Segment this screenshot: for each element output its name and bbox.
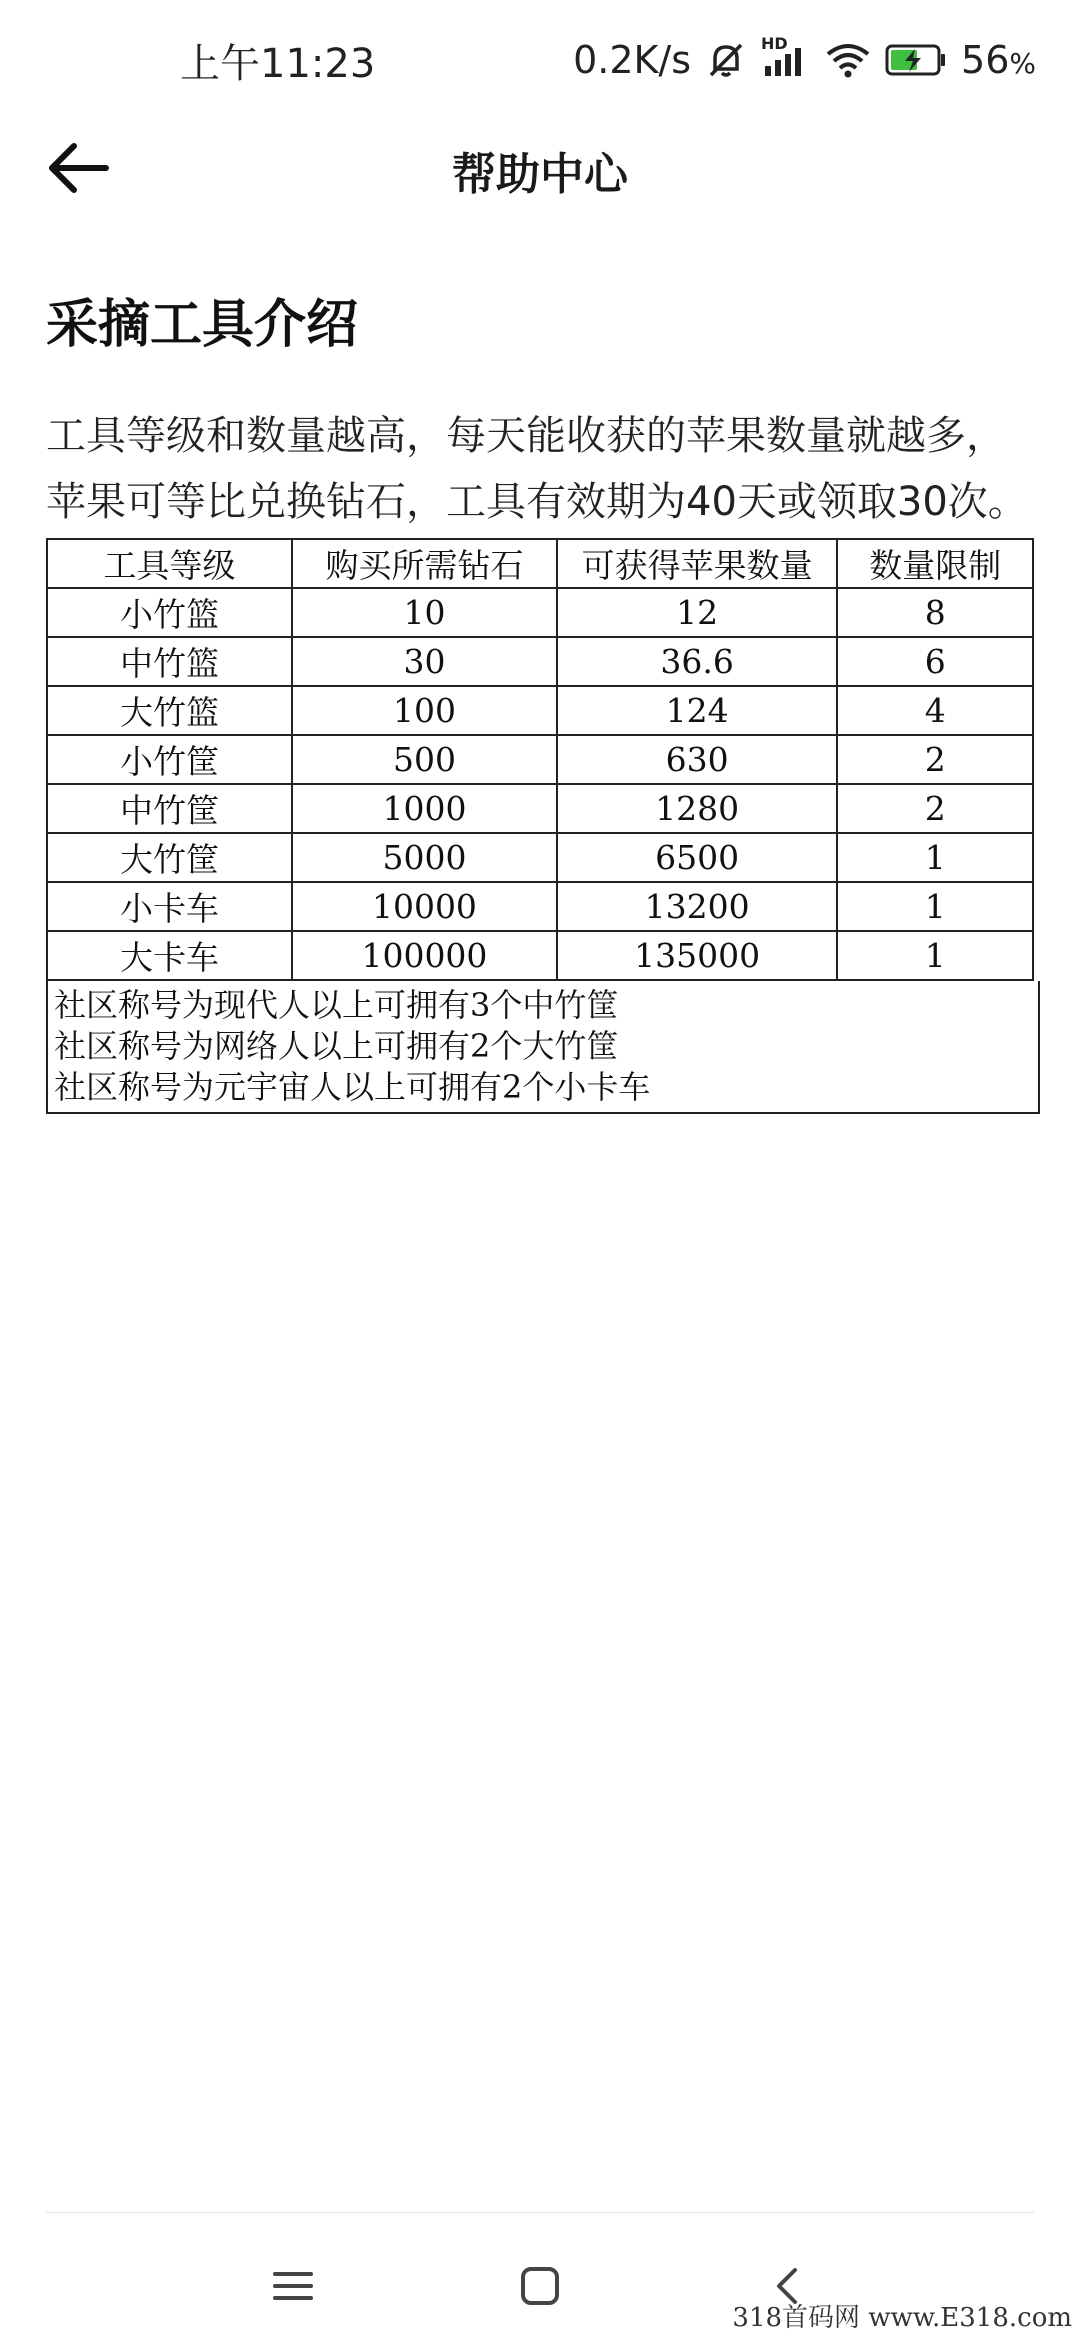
table-row	[47, 588, 1033, 637]
wifi-icon	[825, 40, 871, 80]
nav-home-button[interactable]	[500, 2248, 580, 2328]
table-row	[47, 931, 1033, 980]
description-line-2: 苹果可等比兑换钻石，工具有效期为40天或领取30次。	[46, 479, 1028, 525]
table-row	[47, 882, 1033, 931]
table-cell: 1	[837, 833, 1033, 882]
signal-icon	[761, 34, 811, 80]
table-cell: 13200	[557, 882, 838, 931]
table-cell: 6500	[557, 833, 838, 882]
network-speed: 0.2K/s	[573, 38, 692, 82]
tool-table	[46, 538, 1034, 1114]
table-row	[47, 784, 1033, 833]
table-cell: 6	[837, 637, 1033, 686]
table-header-cell: 数量限制	[837, 539, 1033, 588]
status-bar	[0, 0, 1080, 120]
table-cell: 100	[292, 686, 557, 735]
table-header-row	[47, 539, 1033, 588]
table-cell: 1280	[557, 784, 838, 833]
table-cell: 2	[837, 735, 1033, 784]
table-cell: 30	[292, 637, 557, 686]
nav-divider	[46, 2212, 1034, 2213]
description-line-1: 工具等级和数量越高，每天能收获的苹果数量就越多，	[46, 413, 1006, 459]
table-cell: 8	[837, 588, 1033, 637]
note-line: 社区称号为现代人以上可拥有3个中竹筐	[54, 986, 619, 1024]
note-line: 社区称号为元宇宙人以上可拥有2个小卡车	[54, 1068, 651, 1106]
table-cell: 大竹筐	[47, 833, 292, 882]
table-row	[47, 735, 1033, 784]
table-cell: 4	[837, 686, 1033, 735]
status-icons	[573, 30, 1036, 90]
table-cell: 中竹筐	[47, 784, 292, 833]
table-cell: 135000	[557, 931, 838, 980]
table-cell: 124	[557, 686, 838, 735]
table-notes	[46, 981, 1040, 1114]
table-cell: 100000	[292, 931, 557, 980]
table-header-cell: 购买所需钻石	[292, 539, 557, 588]
table-cell: 1	[837, 931, 1033, 980]
table-cell: 5000	[292, 833, 557, 882]
section-title: 采摘工具介绍	[46, 295, 359, 355]
table-cell: 1	[837, 882, 1033, 931]
menu-icon	[271, 2266, 315, 2310]
table-cell: 10000	[292, 882, 557, 931]
nav-menu-button[interactable]	[253, 2248, 333, 2328]
note-line: 社区称号为网络人以上可拥有2个大竹筐	[54, 1027, 619, 1065]
page-title: 帮助中心	[452, 149, 628, 200]
table-cell: 500	[292, 735, 557, 784]
table-cell: 小卡车	[47, 882, 292, 931]
table-cell: 2	[837, 784, 1033, 833]
table-row	[47, 686, 1033, 735]
table-header-cell: 工具等级	[47, 539, 292, 588]
home-square-icon	[518, 2264, 562, 2312]
table-cell: 大卡车	[47, 931, 292, 980]
table-row	[47, 637, 1033, 686]
table-cell: 12	[557, 588, 838, 637]
app-header	[0, 120, 1080, 220]
status-time: 上午11:23	[180, 41, 376, 87]
table-cell: 1000	[292, 784, 557, 833]
battery-percent: 56%	[961, 38, 1036, 82]
table-cell: 中竹篮	[47, 637, 292, 686]
hd-label: HD	[761, 34, 788, 53]
table-header-cell: 可获得苹果数量	[557, 539, 838, 588]
mute-bell-icon	[705, 39, 747, 81]
table-cell: 小竹筐	[47, 735, 292, 784]
tool-table-grid	[46, 538, 1034, 981]
table-cell: 小竹篮	[47, 588, 292, 637]
table-cell: 36.6	[557, 637, 838, 686]
watermark: 318首码网 www.E318.com	[732, 2303, 1072, 2333]
table-cell: 630	[557, 735, 838, 784]
table-cell: 大竹篮	[47, 686, 292, 735]
battery-charging-icon	[885, 42, 947, 78]
table-row	[47, 833, 1033, 882]
table-cell: 10	[292, 588, 557, 637]
